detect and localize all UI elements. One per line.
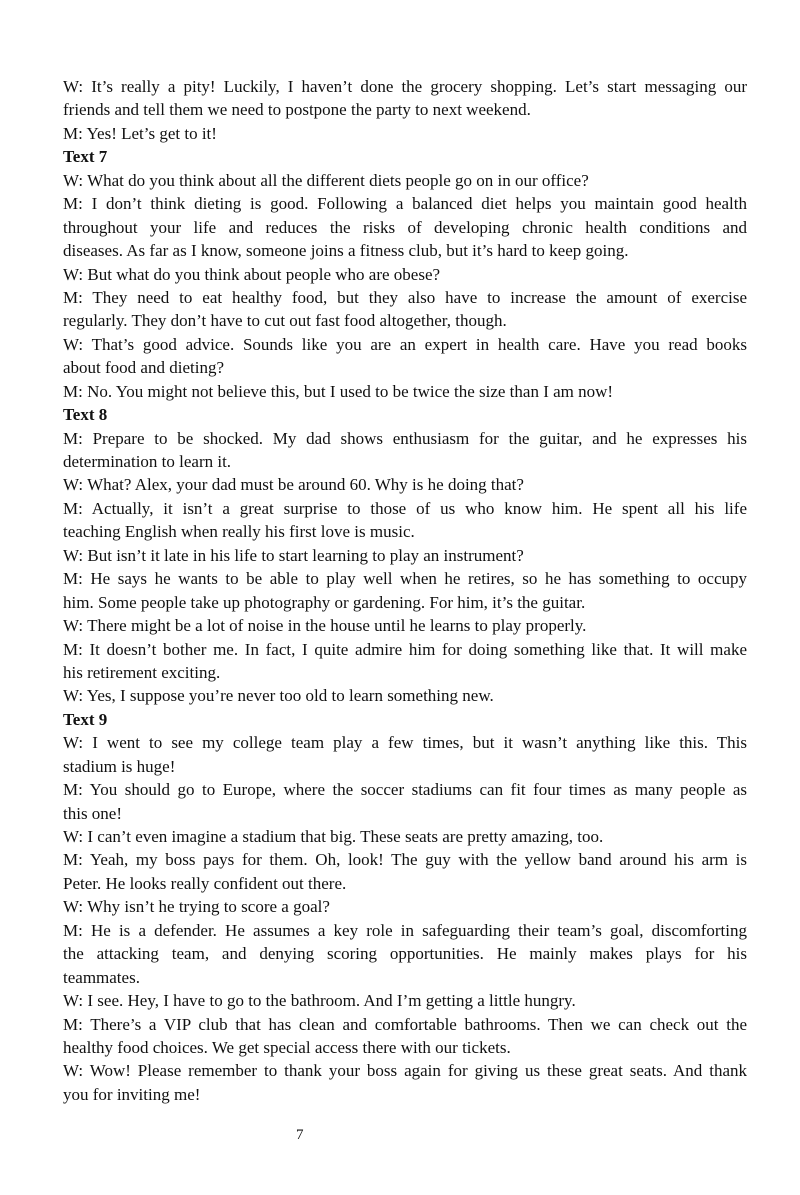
dialogue-line: him. Some people take up photography or gardening. For him, it’s the guitar. [63, 592, 586, 612]
dialogue-line: throughout your life and reduces the risks of developing chronic health conditions and [63, 217, 747, 237]
dialogue-line: M: I don’t think dieting is good. Following a balanced diet helps you maintain good health [63, 194, 747, 214]
dialogue-line: M: Yeah, my boss pays for them. Oh, look! The guy with the yellow band around his arm is [63, 850, 747, 870]
dialogue-line: W: That’s good advice. Sounds like you are an expert in health care. Have you read books [63, 334, 747, 354]
section-heading: Text 8 [63, 405, 108, 425]
dialogue-line: W: But isn’t it late in his life to start learning to play an instrument? [63, 545, 524, 565]
dialogue-line: M: They need to eat healthy food, but they also have to increase the amount of exercise [63, 287, 747, 307]
section-heading: Text 9 [63, 709, 108, 729]
dialogue-line: you for inviting me! [63, 1084, 201, 1104]
dialogue-line: M: He says he wants to be able to play well when he retires, so he has something to occupy [63, 569, 747, 589]
dialogue-line: W: I went to see my college team play a few times, but it wasn’t anything like this. This [63, 733, 747, 753]
dialogue-line: W: What do you think about all the different diets people go on in our office? [63, 170, 589, 190]
dialogue-line: M: Prepare to be shocked. My dad shows enthusiasm for the guitar, and he expresses his [63, 428, 747, 448]
dialogue-line: Peter. He looks really confident out there. [63, 873, 347, 893]
dialogue-line: determination to learn it. [63, 452, 232, 471]
dialogue-line: friends and tell them we need to postpone the party to next weekend. [63, 100, 531, 120]
dialogue-line: W: What? Alex, your dad must be around 60. Why is he doing that? [63, 475, 524, 495]
section-heading: Text 7 [63, 147, 108, 167]
dialogue-line: teammates. [63, 967, 140, 987]
dialogue-line: M: There’s a VIP club that has clean and comfortable bathrooms. Then we can check out the [63, 1014, 747, 1034]
dialogue-line: this one! [63, 803, 123, 823]
dialogue-line: about food and dieting? [63, 358, 224, 378]
document-body [63, 75, 747, 1106]
dialogue-line: M: He is a defender. He assumes a key role in safeguarding their team’s goal, discomforting [63, 920, 747, 940]
dialogue-line: the attacking team, and denying scoring opportunities. He mainly makes plays for his [63, 944, 747, 964]
dialogue-line: healthy food choices. We get special access there with our tickets. [63, 1037, 511, 1057]
dialogue-line: W: Yes, I suppose you’re never too old to learn something new. [63, 686, 494, 706]
dialogue-line: W: There might be a lot of noise in the house until he learns to play properly. [63, 616, 587, 636]
dialogue-line: regularly. They don’t have to cut out fast food altogether, though. [63, 311, 507, 331]
dialogue-line: W: Why isn’t he trying to score a goal? [63, 897, 330, 917]
page-number: 7 [296, 1127, 304, 1143]
dialogue-line: M: It doesn’t bother me. In fact, I quite admire him for doing something like that. It will make [63, 639, 747, 659]
dialogue-line: his retirement exciting. [63, 662, 221, 682]
dialogue-line: W: I can’t even imagine a stadium that big. These seats are pretty amazing, too. [63, 827, 604, 846]
dialogue-line: teaching English when really his first love is music. [63, 522, 415, 542]
dialogue-line: diseases. As far as I know, someone joins a fitness club, but it’s hard to keep going. [63, 241, 629, 261]
dialogue-line: M: No. You might not believe this, but I used to be twice the size than I am now! [63, 381, 614, 401]
dialogue-line: W: But what do you think about people who are obese? [63, 264, 441, 284]
dialogue-line: W: Wow! Please remember to thank your boss again for giving us these great seats. And thank [63, 1061, 747, 1081]
dialogue-line: W: It’s really a pity! Luckily, I haven’t done the grocery shopping. Let’s start messaging our [63, 77, 747, 96]
dialogue-line: M: Yes! Let’s get to it! [63, 123, 217, 143]
dialogue-line: M: You should go to Europe, where the soccer stadiums can fit four times as many people as [63, 780, 747, 800]
dialogue-line: stadium is huge! [63, 756, 176, 776]
dialogue-line: W: I see. Hey, I have to go to the bathroom. And I’m getting a little hungry. [63, 991, 576, 1011]
dialogue-line: M: Actually, it isn’t a great surprise to those of us who know him. He spent all his life [63, 498, 747, 518]
